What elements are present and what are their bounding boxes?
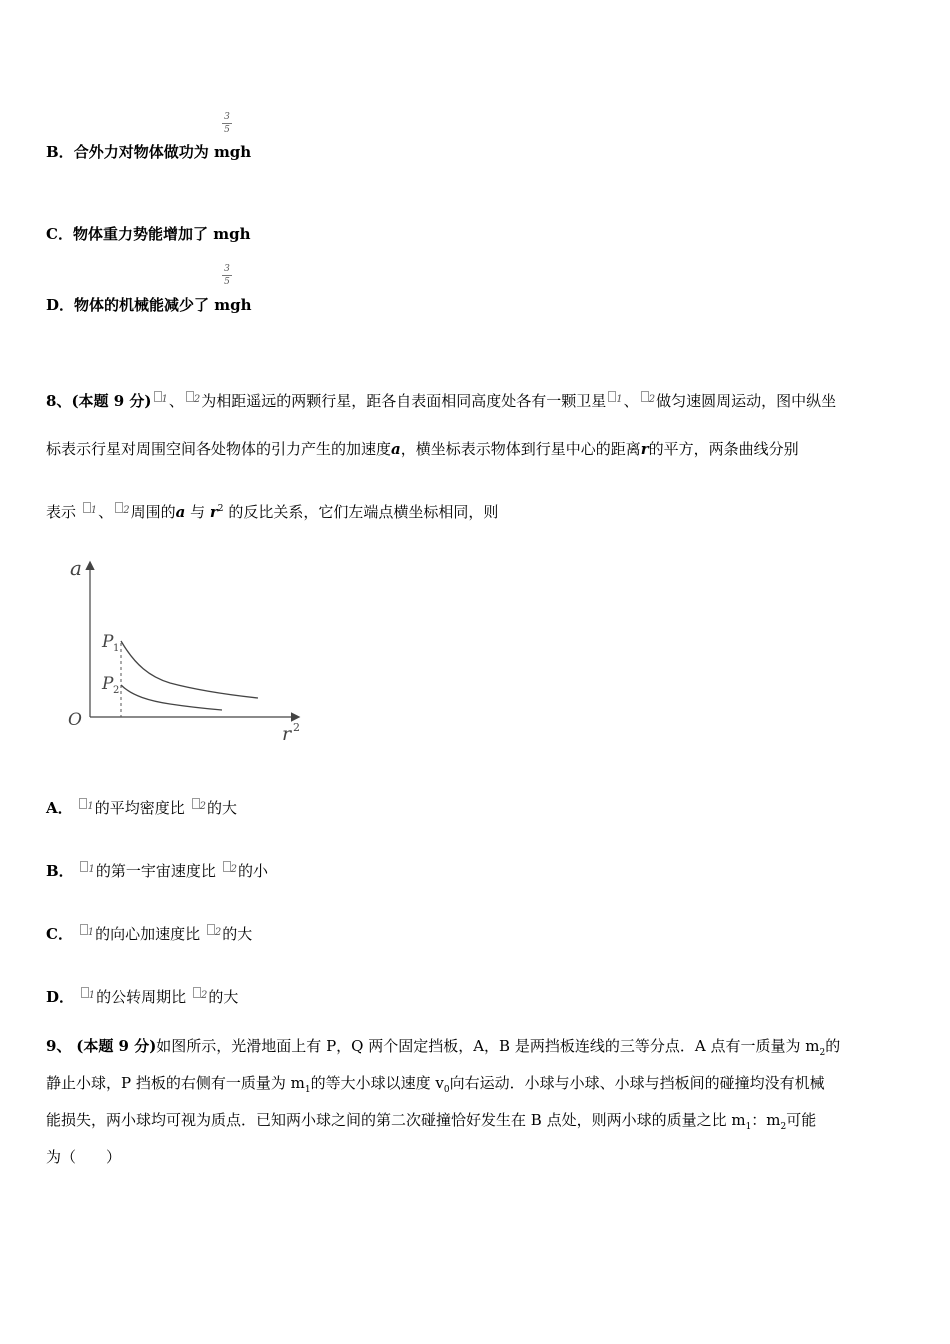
- planet-1-subscript: 1: [90, 505, 98, 516]
- fraction-three-fifths: [222, 264, 232, 287]
- option-letter: D．: [46, 988, 75, 1006]
- planet-1-subscript: 1: [161, 394, 168, 405]
- option-text: 物体的机械能减少了: [74, 296, 210, 314]
- image-placeholder-icon: [115, 502, 123, 513]
- q8-text: ，横坐标表示物体到行星中心的距离: [400, 440, 641, 458]
- option-letter: B．: [46, 143, 74, 161]
- q8-text: 表示: [46, 503, 77, 521]
- option-text: 的向心加速度比: [95, 925, 201, 943]
- option-text: 的平均密度比: [94, 799, 185, 817]
- q9-text: 为（ ）: [46, 1148, 122, 1166]
- q8-text: 的平方，两条曲线分别: [648, 440, 799, 458]
- q9-text: 可能: [786, 1111, 817, 1129]
- subscript: 1: [304, 1085, 311, 1095]
- separator: 、: [168, 392, 184, 410]
- q8-text: 为相距遥远的两颗行星，距各自表面相同高度处各有一颗卫星: [201, 392, 607, 410]
- option-unit: mgh: [214, 296, 252, 314]
- q8-option-c[interactable]: [46, 923, 252, 944]
- q8-text: 标表示行星对周围空间各处物体的引力产生的加速度: [46, 440, 392, 458]
- fraction-numerator: 3: [224, 112, 230, 122]
- q8-line-1: [46, 390, 836, 411]
- separator: 、: [623, 392, 639, 410]
- q7-option-c[interactable]: [46, 223, 250, 244]
- q8-option-d[interactable]: [46, 986, 238, 1007]
- q9-line-2: [46, 1072, 825, 1095]
- q8-text: 与: [190, 503, 206, 521]
- image-placeholder-icon: [641, 391, 649, 402]
- q9-text: 如图所示，光滑地面上有 P，Q 两个固定挡板，A，B 是两挡板连线的三等分点．A 点有一质量为 m: [156, 1037, 820, 1055]
- satellite-2-subscript: 2: [648, 394, 656, 405]
- superscript: 2: [217, 504, 224, 514]
- p2-label: P: [102, 674, 114, 694]
- question-number: 8、: [46, 392, 72, 410]
- q9-line-3: [46, 1109, 816, 1132]
- curve-p1: [121, 641, 258, 698]
- option-unit: mgh: [213, 225, 251, 243]
- origin-label: O: [68, 710, 82, 730]
- option-text: 的小: [238, 862, 269, 880]
- q9-text: 向右运动．小球与小球、小球与挡板间的碰撞均没有机械: [449, 1074, 825, 1092]
- image-placeholder-icon: [223, 861, 231, 872]
- image-placeholder-icon: [83, 502, 91, 513]
- fraction-three-fifths: [222, 112, 232, 135]
- q7-option-d[interactable]: [46, 294, 252, 315]
- acceleration-graph: [60, 555, 320, 745]
- p2-subscript: 2: [113, 685, 120, 696]
- fraction-numerator: 3: [224, 264, 230, 274]
- q8-option-a[interactable]: [46, 797, 237, 818]
- q8-text: 的反比关系，它们左端点横坐标相同，则: [228, 503, 499, 521]
- q8-text: 周围的: [130, 503, 176, 521]
- image-placeholder-icon: [193, 987, 201, 998]
- curve-p2: [121, 685, 222, 710]
- option-letter: D．: [46, 296, 75, 314]
- q9-text: 的: [825, 1037, 841, 1055]
- p1-subscript: 1: [113, 643, 120, 654]
- option-text: 合外力对物体做功为: [73, 143, 209, 161]
- q8-line-3: [46, 501, 498, 522]
- subscript: 2: [214, 927, 222, 938]
- image-placeholder-icon: [192, 798, 200, 809]
- option-text: 的大: [208, 988, 239, 1006]
- question-number: 9、: [46, 1037, 72, 1055]
- var-a: a: [391, 440, 401, 458]
- x-axis-label: r: [282, 723, 292, 745]
- option-text: 的第一宇宙速度比: [95, 862, 216, 880]
- option-text: 的大: [206, 799, 237, 817]
- x-axis-superscript: 2: [293, 721, 300, 734]
- option-text: 的大: [222, 925, 253, 943]
- satellite-1-subscript: 1: [616, 394, 623, 405]
- question-points: (本题 9 分): [76, 1037, 157, 1055]
- q9-text: 静止小球，P 挡板的右侧有一质量为 m: [46, 1074, 305, 1092]
- subscript: 2: [230, 864, 238, 875]
- q8-line-2: [46, 438, 799, 459]
- p1-label: P: [102, 632, 114, 652]
- planet-2-subscript: 2: [193, 394, 201, 405]
- image-placeholder-icon: [207, 924, 215, 935]
- q8-text: 做匀速圆周运动，图中纵坐: [656, 392, 837, 410]
- subscript: 1: [88, 990, 96, 1001]
- q8-option-b[interactable]: [46, 860, 268, 881]
- q9-text: ：m: [751, 1111, 781, 1129]
- q9-line-4: [46, 1146, 121, 1167]
- image-placeholder-icon: [81, 987, 89, 998]
- subscript: 2: [200, 990, 208, 1001]
- y-axis-label: a: [70, 556, 82, 580]
- fraction-denominator: 5: [224, 277, 230, 287]
- q7-option-b[interactable]: [46, 141, 251, 162]
- subscript: 1: [88, 864, 95, 875]
- image-placeholder-icon: [186, 391, 194, 402]
- option-letter: B．: [46, 862, 74, 880]
- fraction-denominator: 5: [224, 125, 230, 135]
- image-placeholder-icon: [80, 924, 88, 935]
- option-letter: C．: [46, 225, 73, 243]
- option-unit: mgh: [213, 143, 252, 161]
- subscript: 1: [745, 1122, 752, 1132]
- subscript: 2: [199, 801, 206, 812]
- separator: 、: [98, 503, 114, 521]
- var-r: r: [640, 440, 649, 458]
- var-a: a: [175, 503, 186, 521]
- option-text: 的公转周期比: [96, 988, 187, 1006]
- option-text: 物体重力势能增加了: [72, 225, 208, 243]
- subscript: 0: [443, 1085, 450, 1095]
- q9-text: 的等大小球以速度 v: [310, 1074, 444, 1092]
- question-points: (本题 9 分): [71, 392, 152, 410]
- subscript: 1: [87, 927, 95, 938]
- image-placeholder-icon: [154, 391, 162, 402]
- option-letter: C．: [46, 925, 73, 943]
- subscript: 2: [780, 1122, 787, 1132]
- subscript: 2: [819, 1048, 826, 1058]
- planet-2-subscript: 2: [123, 505, 130, 516]
- option-letter: A．: [46, 799, 73, 817]
- q9-text: 能损失，两小球均可视为质点．已知两小球之间的第二次碰撞恰好发生在 B 点处，则两小球的质量之比 m: [46, 1111, 746, 1129]
- subscript: 1: [87, 801, 94, 812]
- q9-line-1: [46, 1035, 840, 1058]
- var-r: r: [209, 503, 218, 521]
